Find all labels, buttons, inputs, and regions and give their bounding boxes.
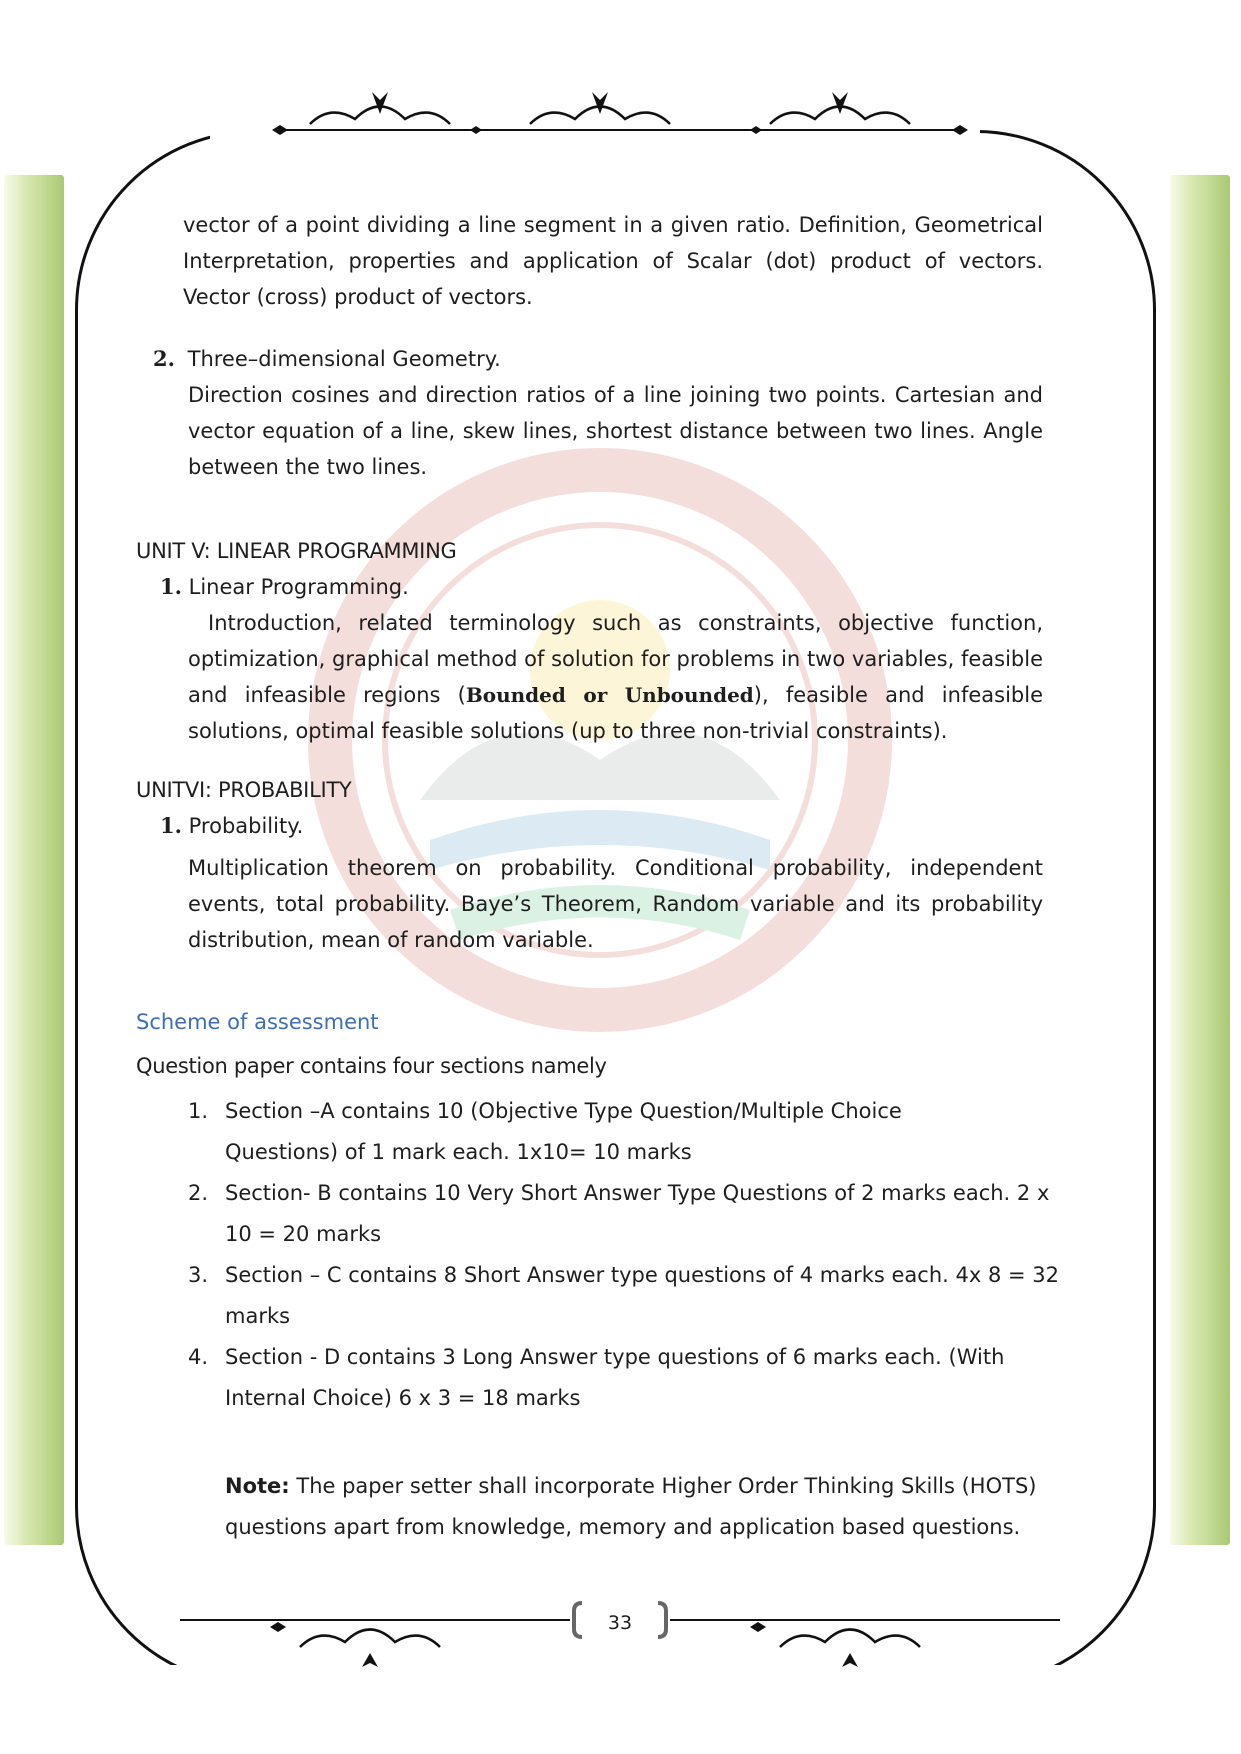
unit6-body xyxy=(188,850,1043,958)
section-b-line1 xyxy=(225,1181,1049,1205)
section-c-desc: contains 8 Short Answer type questions of 4 marks each. 4x 8 = 32 xyxy=(341,1263,1059,1287)
section-a-number: 1. xyxy=(188,1099,209,1123)
section-b-number: 2. xyxy=(188,1181,209,1205)
right-decorative-bar xyxy=(1170,175,1230,1545)
top-ornament xyxy=(270,84,970,144)
section-d-line2: Internal Choice) 6 x 3 = 18 marks xyxy=(225,1386,581,1410)
unit5-body xyxy=(188,605,1043,749)
section-a-label: Section –A xyxy=(225,1099,335,1123)
topic-3d-number: 2. xyxy=(153,346,175,371)
unit5-heading: UNIT V: LINEAR PROGRAMMING xyxy=(136,539,457,563)
unit6-topic-heading xyxy=(160,813,303,838)
section-c-label: Section – C xyxy=(225,1263,342,1287)
topic-3d-text: Direction cosines and direction ratios of a line joining two points. Cartesian and vector equation of a line, skew lines, shortest distance between two lines. Angle between the two lines. xyxy=(188,383,1043,479)
unit5-text xyxy=(188,605,1043,749)
page-number: 33 xyxy=(607,1612,633,1634)
section-a-line2: Questions) of 1 mark each. 1x10= 10 marks xyxy=(225,1140,692,1164)
unit6-text: Multiplication theorem on probability. Conditional probability, independent events, total probability. Baye’s Theorem, Random variable and its probability distribution, mean of random variable. xyxy=(188,856,1043,952)
section-d-label: Section - D xyxy=(225,1345,341,1369)
unit5-topic-number: 1. xyxy=(160,574,182,599)
section-c-number: 3. xyxy=(188,1263,209,1287)
intro-paragraph xyxy=(183,207,1043,315)
section-b-label: Section- B xyxy=(225,1181,332,1205)
unit5-topic-title: Linear Programming. xyxy=(188,575,409,599)
section-b-desc: contains 10 Very Short Answer Type Questions of 2 marks each. 2 x xyxy=(331,1181,1050,1205)
note-line2: questions apart from knowledge, memory and application based questions. xyxy=(225,1515,1021,1539)
section-c-line2: marks xyxy=(225,1304,291,1328)
unit5-topic-heading xyxy=(160,574,409,599)
section-d-desc: contains 3 Long Answer type questions of 6 marks each. (With xyxy=(340,1345,1005,1369)
note-text-1: The paper setter shall incorporate Higher Order Thinking Skills (HOTS) xyxy=(289,1474,1037,1498)
section-a-desc: contains 10 (Objective Type Question/Multiple Choice xyxy=(334,1099,902,1123)
left-decorative-bar xyxy=(4,175,64,1545)
section-d-line1 xyxy=(225,1345,1004,1369)
unit5-text-a: Introduction, related terminology such as constraints, objective function, optimization, graphical method of solution for problems in two variables, feasible and infeasible regions ( xyxy=(188,611,1043,707)
note-line1 xyxy=(225,1474,1036,1498)
unit6-topic-number: 1. xyxy=(160,813,182,838)
scheme-heading: Scheme of assessment xyxy=(136,1010,379,1034)
topic-3d-title: Three–dimensional Geometry. xyxy=(187,347,501,371)
unit6-heading: UNITVI: PROBABILITY xyxy=(136,778,352,802)
unit5-text-b: ), feasible and infeasible solutions, optimal feasible solutions (up to three non-trivial constraints). xyxy=(188,683,1043,743)
scheme-intro: Question paper contains four sections namely xyxy=(136,1054,607,1078)
section-a-line1 xyxy=(225,1099,902,1123)
topic-3d-heading xyxy=(153,346,501,371)
unit6-topic-title: Probability. xyxy=(188,814,304,838)
unit5-text-bold: Bounded or Unbounded xyxy=(465,683,754,707)
section-d-number: 4. xyxy=(188,1345,209,1369)
section-c-line1 xyxy=(225,1263,1059,1287)
note-label: Note: xyxy=(225,1474,290,1498)
section-b-line2: 10 = 20 marks xyxy=(225,1222,382,1246)
topic-3d-body xyxy=(188,377,1043,485)
intro-text: vector of a point dividing a line segment in a given ratio. Definition, Geometrical Interpretation, properties and application of Scalar (dot) product of vectors. Vector (cross) product of vectors. xyxy=(183,213,1043,309)
